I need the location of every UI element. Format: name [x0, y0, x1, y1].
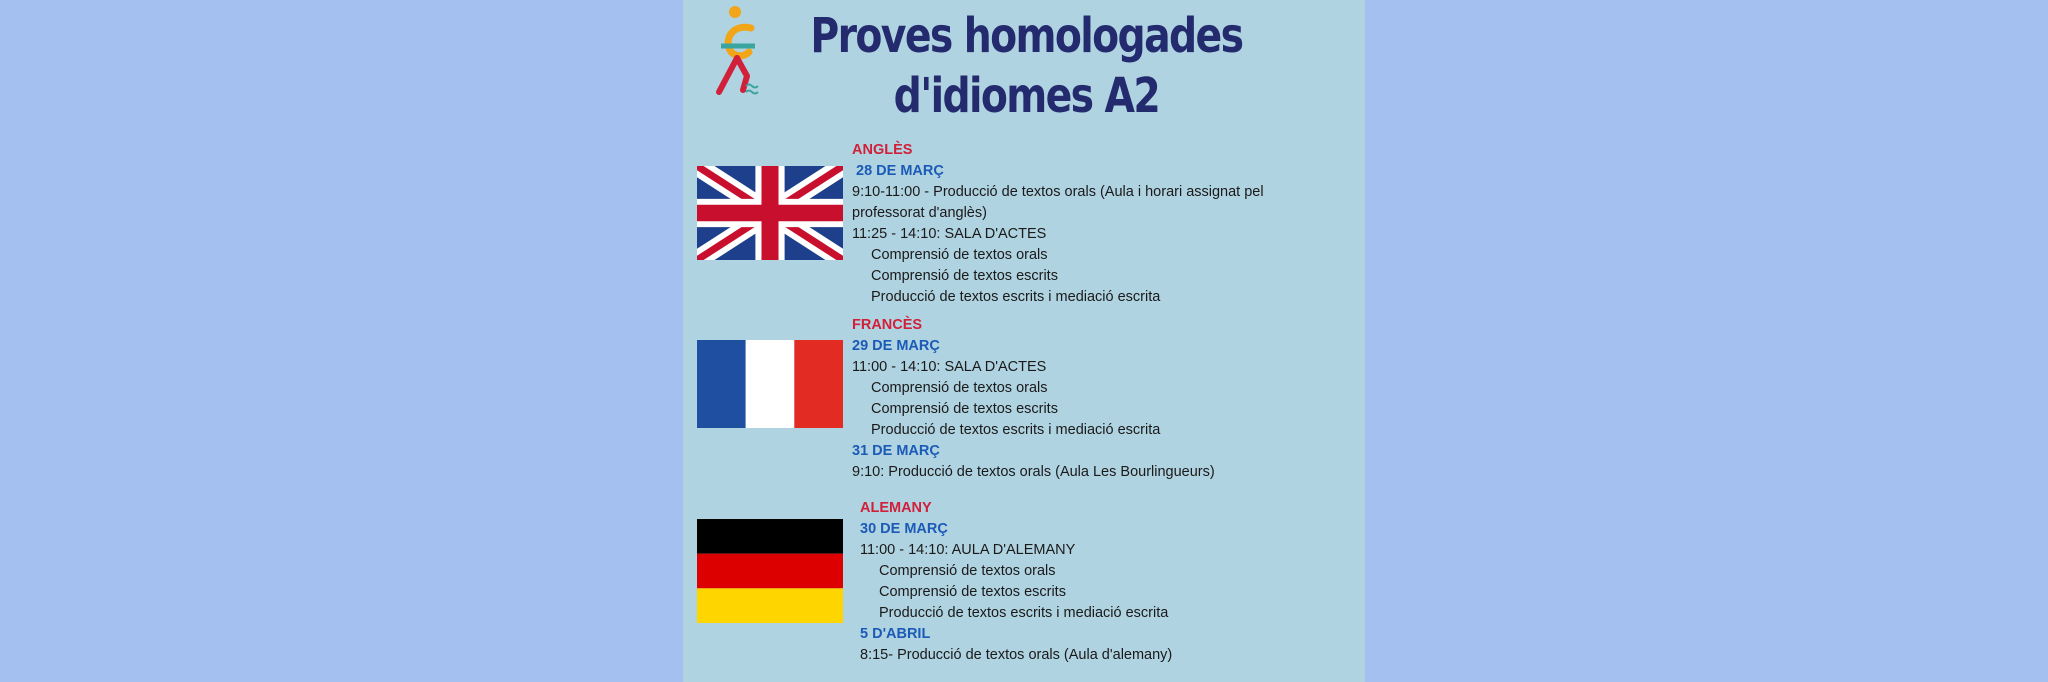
german-test-item: Producció de textos escrits i mediació escrita: [879, 605, 1169, 621]
french-test-item: Producció de textos escrits i mediació escrita: [871, 422, 1161, 438]
french-date: 29 DE MARÇ: [852, 338, 940, 354]
german-date: 30 DE MARÇ: [860, 521, 948, 537]
english-test-item: Producció de textos escrits i mediació escrita: [871, 289, 1161, 305]
french-schedule: [852, 315, 1215, 483]
english-language-label: ANGLÈS: [852, 142, 913, 158]
germany-flag-icon: [697, 519, 843, 623]
french-date-2: 31 DE MARÇ: [852, 443, 940, 459]
uk-flag-icon: [697, 166, 843, 260]
poster-panel: [683, 0, 1365, 682]
german-session: 11:00 - 14:10: AULA D'ALEMANY: [860, 542, 1076, 558]
french-test-item: Comprensió de textos orals: [871, 380, 1048, 396]
german-test-item: Comprensió de textos escrits: [879, 584, 1066, 600]
german-test-item: Comprensió de textos orals: [879, 563, 1056, 579]
french-oral: 9:10: Producció de textos orals (Aula Les Bourlingueurs): [852, 464, 1215, 480]
english-test-item: Comprensió de textos escrits: [871, 268, 1058, 284]
german-language-label: ALEMANY: [860, 500, 932, 516]
english-oral-line-2: professorat d'anglès): [852, 205, 987, 221]
german-schedule: [860, 498, 1172, 666]
english-date: 28 DE MARÇ: [856, 163, 944, 179]
page-title: [805, 6, 1248, 126]
french-session: 11:00 - 14:10: SALA D'ACTES: [852, 359, 1047, 375]
french-test-item: Comprensió de textos escrits: [871, 401, 1058, 417]
title-line-2: d'idiomes A2: [893, 68, 1160, 124]
english-schedule: [852, 140, 1264, 308]
english-test-item: Comprensió de textos orals: [871, 247, 1048, 263]
german-date-2: 5 D'ABRIL: [860, 626, 931, 642]
school-logo-icon: [713, 2, 763, 98]
german-oral: 8:15- Producció de textos orals (Aula d'alemany): [860, 647, 1173, 663]
english-oral-line-1: 9:10-11:00 - Producció de textos orals (Aula i horari assignat pel: [852, 184, 1264, 200]
title-line-1: Proves homologades: [810, 8, 1243, 64]
france-flag-icon: [697, 340, 843, 428]
english-session: 11:25 - 14:10: SALA D'ACTES: [852, 226, 1047, 242]
french-language-label: FRANCÈS: [852, 317, 923, 333]
